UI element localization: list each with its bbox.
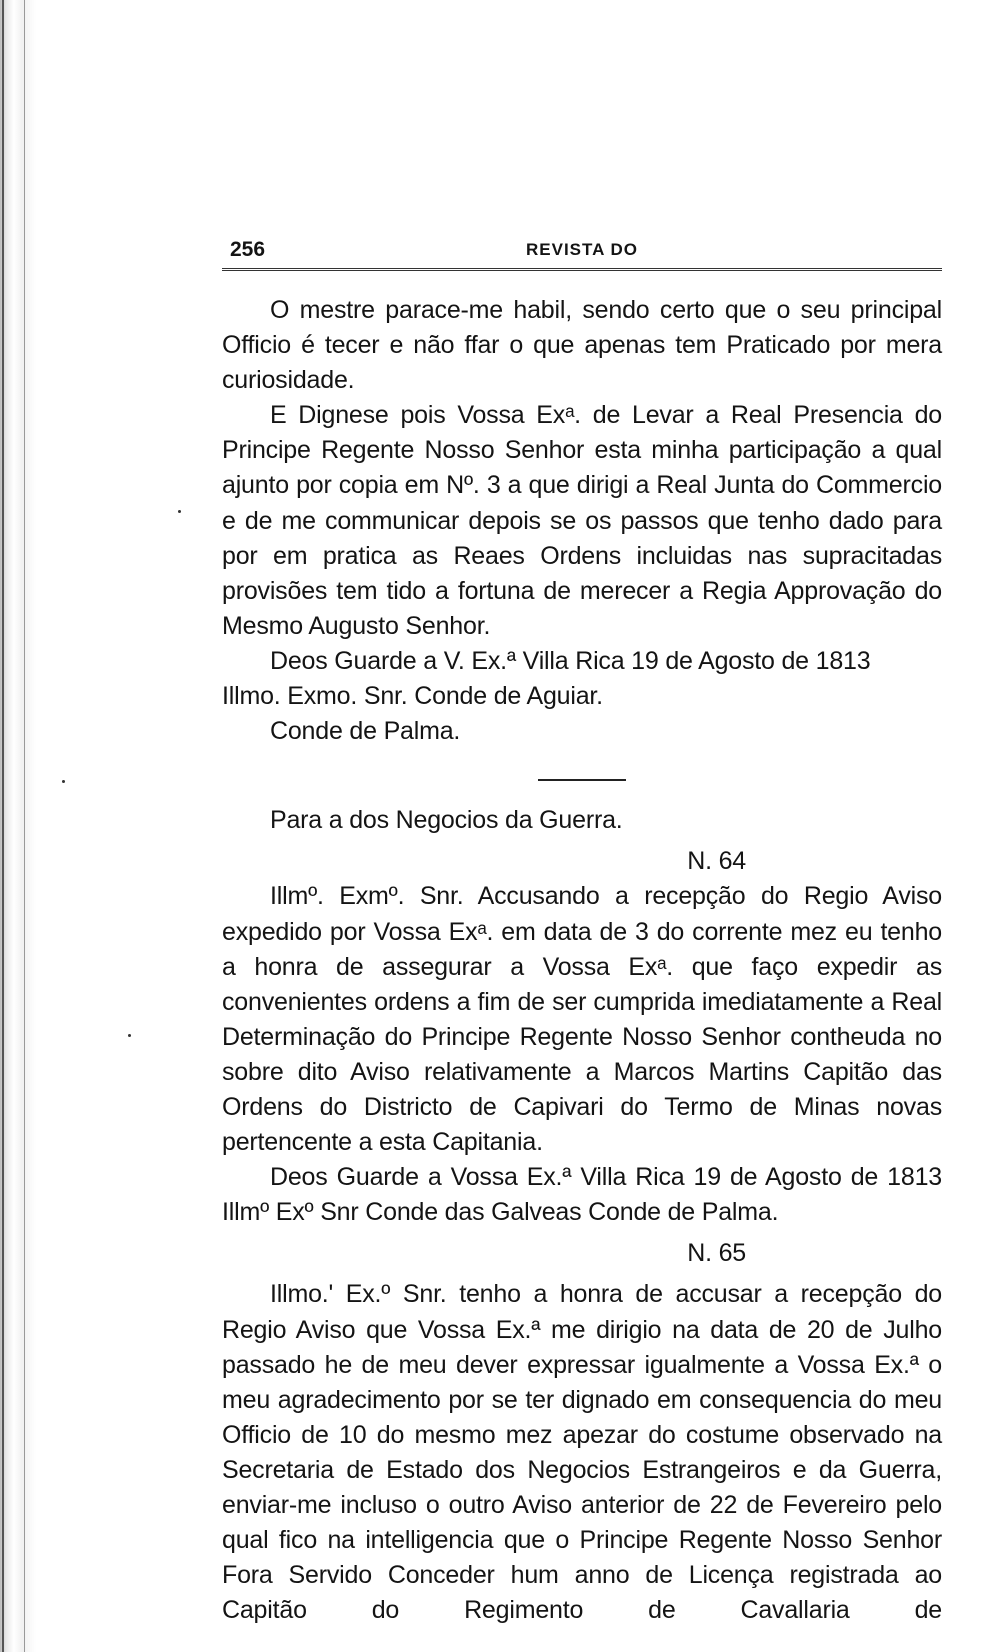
paragraph: Deos Guarde a Vossa Ex.ª Villa Rica 19 de Agosto de 1813 Illmº Exº Snr Conde das Galveas Conde de Palma. [222,1163,942,1227]
paragraph: Illmº. Exmº. Snr. Accusando a recepção do Regio Aviso expedido por Vossa Exᵃ. em data de 3 do corrente mez eu tenho a honra de assegurar a Vossa Exᵃ. que faço expedir as convenientes ordens a fim de ser cumprida imediatamente a Real Determinação do Principe Regente Nosso Senhor contheuda no sobre dito Aviso relativamente a Marcos Martins Capitão das Ordens do Districto de Capivari do Termo de Minas novas pertencente a esta Capitania. [222,882,942,1157]
paragraph: O mestre parace-me habil, sendo certo que o seu principal Officio é tecer e não ffar o que apenas tem Praticado por mera curiosidade. [222,296,942,395]
book-page [222,238,942,1628]
page-body [222,293,942,1628]
running-title: REVISTA DO [525,240,638,259]
section-heading: Para a dos Negocios da Guerra. [270,806,623,835]
document-number: N. 64 [687,847,746,876]
page-number: 256 [230,238,266,261]
signature: Conde de Palma. [270,717,461,746]
print-speck [128,1034,131,1037]
paragraph: Illmo.' Ex.º Snr. tenho a honra de accusar a recepção do Regio Aviso que Vossa Ex.ª me dirigio na data de 20 de Julho passado he de meu dever expressar igualmente a Vossa Ex.ª o meu agradecimento por se ter dignado em consequencia do meu Officio de 10 do mesmo mez apezar do costume observado na Secretaria de Estado dos Negocios Estrangeiros e da Guerra, enviar-me incluso o outro Aviso anterior de 22 de Fevereiro pelo qual fico na intelligencia que o Principe Regente Nosso Senhor Fora Servido Conceder hum anno de Licença registrada ao Capitão do Regimento de Cavallaria de [222,1280,942,1625]
header-rule [222,268,942,271]
print-speck [62,780,65,783]
book-binding-edge [0,0,36,1652]
addressee-line: Illmo. Exmo. Snr. Conde de Aguiar. [222,682,603,711]
paragraph: E Dignese pois Vossa Exᵃ. de Levar a Real Presencia do Principe Regente Nosso Senhor esta minha participação a qual ajunto por copia em Nº. 3 a que dirigi a Real Junta do Commercio e de me communicar depois se os passos que tenho dado para por em pratica as Reaes Ordens incluidas nas supracitadas provisões tem tido a fortuna de merecer a Regia Approvação do Mesmo Augusto Senhor. [222,401,942,640]
running-head [222,238,942,268]
closing-line: Deos Guarde a V. Ex.ª Villa Rica 19 de Agosto de 1813 [270,646,871,675]
print-speck [178,510,181,513]
document-number: N. 65 [687,1239,746,1268]
section-separator [538,779,626,781]
